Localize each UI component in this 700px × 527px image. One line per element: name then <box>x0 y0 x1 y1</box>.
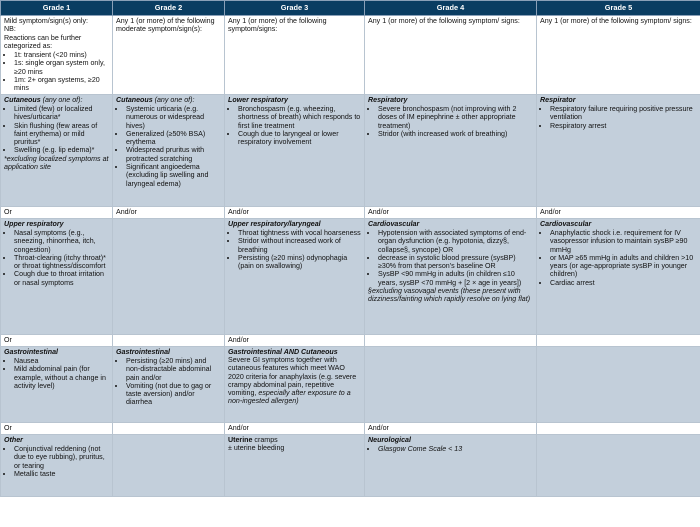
separator-cell <box>113 334 225 346</box>
cutaneous-footnote: *excluding localized symptoms at application site <box>4 154 109 172</box>
separator-cell <box>537 422 700 434</box>
separator-cell: And/or <box>113 206 225 218</box>
section-heading: Cutaneous (any one of): <box>116 95 195 104</box>
separator-cell: And/or <box>537 206 700 218</box>
separator-cell: And/or <box>225 334 365 346</box>
section-heading: Cutaneous (any one of): <box>4 95 83 104</box>
empty-cell <box>537 346 700 422</box>
section-heading: Gastrointestinal <box>116 347 171 356</box>
respiratory-grade-5 <box>537 94 700 206</box>
section-heading: Other <box>4 435 23 444</box>
list-item: • Hypotension with associated symptoms of end-organ dysfunction (e.g. hypotonia, dizzy§, collapse§, syncope) OR <box>378 229 533 254</box>
lower-respiratory-grade-3 <box>225 94 365 206</box>
separator-cell: Or <box>1 334 113 346</box>
cutaneous-grade-2 <box>113 94 225 206</box>
other-row <box>1 434 700 496</box>
list-item: • 1s: single organ system only, ≥20 mins <box>14 59 109 76</box>
other-grade-1 <box>1 434 113 496</box>
list-item: • decrease in systolic blood pressure (sysBP) ≥30% from that person's baseline OR <box>378 254 533 271</box>
gastrointestinal-grade-2 <box>113 346 225 422</box>
cutaneous-row <box>1 94 700 206</box>
uterine-grade-3 <box>225 434 365 496</box>
vasovagal-footnote: §excluding vasovagal events (these present with dizziness/fainting which rapidly resolve on lying flat) <box>368 287 531 304</box>
list-item: • Severe bronchospasm (not improving with 2 doses of IM epinephrine ± other appropriate treatment) <box>378 105 533 130</box>
gastrointestinal-row <box>1 346 700 422</box>
separator-cell: Or <box>1 422 113 434</box>
intro-row <box>1 16 700 95</box>
separator-cell: And/or <box>365 206 537 218</box>
uterine-line2: ± uterine bleeding <box>228 443 285 452</box>
intro-g1-line2: NB: <box>4 25 16 34</box>
intro-g1-list <box>4 51 109 92</box>
section-heading: Respiratory <box>368 95 408 104</box>
list-item: • Cardiac arrest <box>550 279 697 287</box>
list-item: • Systemic urticaria (e.g. numerous or widespread hives) <box>126 105 221 130</box>
section-heading: Cardiovascular <box>540 219 592 228</box>
respiratory-row <box>1 218 700 334</box>
list-item: • Cough due to throat irritation or nasal symptoms <box>14 270 109 287</box>
list-item: • Generalized (≥50% BSA) erythema <box>126 130 221 147</box>
separator-cell <box>365 334 537 346</box>
section-heading: Upper respiratory <box>4 219 64 228</box>
list-item: • Cough due to laryngeal or lower respiratory involvement <box>238 130 361 147</box>
respiratory-grade-4 <box>365 94 537 206</box>
list-item: • Stridor (with increased work of breathing) <box>378 130 533 138</box>
empty-cell <box>113 434 225 496</box>
list-item: • Throat tightness with vocal hoarseness <box>238 229 361 237</box>
header-grade-1: Grade 1 <box>1 1 113 16</box>
uterine-line1: Uterine cramps <box>228 435 278 444</box>
intro-grade-1 <box>1 16 113 95</box>
header-grade-2: Grade 2 <box>113 1 225 16</box>
list-item: • or MAP ≥65 mmHg in adults and children >10 years (or age-appropriate sysBP in younger children) <box>550 254 697 279</box>
list-item: • Limited (few) or localized hives/urticaria* <box>14 105 109 122</box>
section-heading: Gastrointestinal AND Cutaneous <box>228 347 338 356</box>
list-item: • Anaphylactic shock i.e. requirement for IV vasopressor infusion to maintain sysBP ≥90 mmHg <box>550 229 697 254</box>
list-item: • Skin flushing (few areas of faint erythema) or mild pruritus* <box>14 122 109 147</box>
list-item: • Swelling (e.g. lip edema)* <box>14 146 109 154</box>
header-grade-3: Grade 3 <box>225 1 365 16</box>
gi-cutaneous-text: Severe GI symptoms together with cutaneous features which meet WAO 2020 criteria for anaphylaxis (e.g. severe crampy abdominal pain, repetitive vomiting, <box>228 355 357 398</box>
laryngeal-grade-3 <box>225 218 365 334</box>
list-item: • Stridor without increased work of breathing <box>238 237 361 254</box>
section-heading: Upper respiratory/laryngeal <box>228 219 321 228</box>
list-item: • Bronchospasm (e.g. wheezing, shortness of breath) which responds to first line treatment <box>238 105 361 130</box>
empty-cell <box>365 346 537 422</box>
intro-grade-2: Any 1 (or more) of the following moderate symptom/sign(s): <box>113 16 225 95</box>
list-item: • Significant angioedema (excluding lip swelling and laryngeal edema) <box>126 163 221 188</box>
list-item: • Mild abdominal pain (for example, without a change in activity level) <box>14 365 109 390</box>
list-item: • Nasal symptoms (e.g., sneezing, rhinorrhea, itch, congestion) <box>14 229 109 254</box>
list-item: • Throat-clearing (itchy throat)* or throat tightness/discomfort <box>14 254 109 271</box>
section-heading: Lower respiratory <box>228 95 288 104</box>
list-item: • Vomiting (not due to gag or taste aversion) and/or diarrhea <box>126 382 221 407</box>
list-item: • Persisting (≥20 mins) and non-distractable abdominal pain and/or <box>126 357 221 382</box>
list-item: • Widespread pruritus with protracted scratching <box>126 146 221 163</box>
list-item: • 1m: 2+ organ systems, ≥20 mins <box>14 76 109 93</box>
neurological-grade-4 <box>365 434 537 496</box>
separator-row <box>1 206 700 218</box>
list-item: • Respiratory failure requiring positive pressure ventilation <box>550 105 697 122</box>
list-item: • Nausea <box>14 357 109 365</box>
empty-cell <box>113 218 225 334</box>
section-heading: Respirator <box>540 95 576 104</box>
intro-grade-5: Any 1 (or more) of the following symptom/ signs: <box>537 16 700 95</box>
separator-cell: And/or <box>365 422 537 434</box>
cutaneous-grade-1 <box>1 94 113 206</box>
upper-respiratory-grade-1 <box>1 218 113 334</box>
header-grade-5: Grade 5 <box>537 1 700 16</box>
empty-cell <box>537 434 700 496</box>
cardiovascular-grade-5 <box>537 218 700 334</box>
gastrointestinal-grade-1 <box>1 346 113 422</box>
separator-cell: Or <box>1 206 113 218</box>
section-heading: Cardiovascular <box>368 219 420 228</box>
section-heading: Gastrointestinal <box>4 347 59 356</box>
separator-cell <box>113 422 225 434</box>
list-item: • Metallic taste <box>14 470 109 478</box>
cardiovascular-grade-4 <box>365 218 537 334</box>
intro-g1-line1: Mild symptom/sign(s) only: <box>4 17 88 25</box>
separator-row <box>1 334 700 346</box>
intro-grade-4: Any 1 (or more) of the following symptom/ signs: <box>365 16 537 95</box>
list-item: • Conjunctival reddening (not due to eye rubbing), pruritus, or tearing <box>14 445 109 470</box>
intro-grade-3: Any 1 (or more) of the following symptom/signs: <box>225 16 365 95</box>
section-heading: Neurological <box>368 435 411 444</box>
gi-cutaneous-text-italic: especially after exposure to a non-ingested allergen) <box>228 389 351 406</box>
intro-g1-line3: Reactions can be further categorized as: <box>4 33 82 50</box>
gi-and-cutaneous-grade-3 <box>225 346 365 422</box>
list-item: • Respiratory arrest <box>550 122 697 130</box>
header-grade-4: Grade 4 <box>365 1 537 16</box>
list-item: • Persisting (≥20 mins) odynophagia (pain on swallowing) <box>238 254 361 271</box>
separator-row <box>1 422 700 434</box>
separator-cell <box>537 334 700 346</box>
list-item: • Glasgow Come Scale < 13 <box>378 445 533 453</box>
list-item: • 1t: transient (<20 mins) <box>14 51 109 59</box>
separator-cell: And/or <box>225 206 365 218</box>
list-item: • SysBP <90 mmHg in adults (in children ≤10 years, sysBP <70 mmHg + [2 × age in years]) <box>378 270 533 287</box>
separator-cell: And/or <box>225 422 365 434</box>
header-row <box>1 1 700 16</box>
